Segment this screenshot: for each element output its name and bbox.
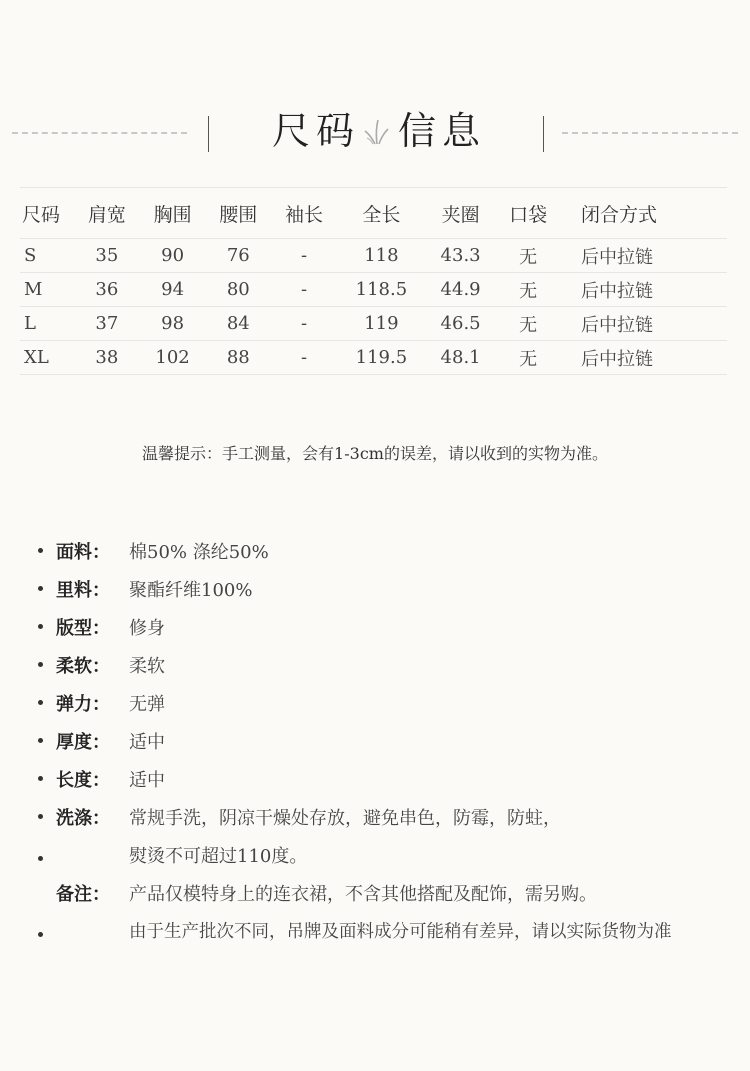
info-value: 适中 <box>129 770 165 791</box>
title-bar-right <box>543 116 544 152</box>
info-key: 面料： <box>56 542 110 563</box>
header-bust: 胸围 <box>140 188 206 239</box>
title-bar-left <box>208 116 209 152</box>
bullet-icon <box>38 738 43 743</box>
table-row <box>20 341 727 375</box>
table-cell: 102 <box>140 341 206 375</box>
info-item-washing <box>0 798 750 834</box>
info-item-length <box>0 760 750 796</box>
table-cell: 80 <box>205 273 271 307</box>
table-cell: 46.5 <box>426 307 495 341</box>
info-key: 长度： <box>56 770 110 791</box>
info-item-elasticity <box>0 684 750 720</box>
table-cell: XL <box>20 341 74 375</box>
info-value: 修身 <box>129 618 165 639</box>
bullet-icon <box>38 662 43 667</box>
table-cell: 后中拉链 <box>561 307 727 341</box>
info-value: 由于生产批次不同，吊牌及面料成分可能稍有差异，请以实际货物为准 <box>129 922 672 942</box>
info-item-thickness <box>0 722 750 758</box>
info-value: 柔软 <box>129 656 165 677</box>
table-cell: 无 <box>495 273 561 307</box>
table-row <box>20 307 727 341</box>
table-header-row <box>20 188 727 239</box>
bullet-icon <box>38 700 43 705</box>
bullet-icon <box>38 814 43 819</box>
table-cell: 后中拉链 <box>561 273 727 307</box>
title-part-2: 信息 <box>398 109 487 153</box>
header-shoulder: 肩宽 <box>74 188 140 239</box>
table-cell: 84 <box>205 307 271 341</box>
table-cell: 76 <box>205 239 271 273</box>
table-cell: 36 <box>74 273 140 307</box>
table-cell: 98 <box>140 307 206 341</box>
table-cell: 90 <box>140 239 206 273</box>
info-key: 里料： <box>56 580 110 601</box>
info-key: 柔软： <box>56 656 110 677</box>
table-cell: 43.3 <box>426 239 495 273</box>
leaf-icon <box>364 118 390 146</box>
measurement-tip: 温馨提示：手工测量，会有1-3cm的误差，请以收到的实物为准。 <box>142 444 608 463</box>
table-cell: 无 <box>495 307 561 341</box>
table-cell: S <box>20 239 74 273</box>
table-cell: 119 <box>337 307 426 341</box>
table-cell: 44.9 <box>426 273 495 307</box>
header-closure: 闭合方式 <box>561 188 727 239</box>
header-length: 全长 <box>337 188 426 239</box>
table-cell: 118.5 <box>337 273 426 307</box>
info-value: 适中 <box>129 732 165 753</box>
info-key: 洗涤： <box>56 808 110 829</box>
table-cell: 118 <box>337 239 426 273</box>
table-cell: 后中拉链 <box>561 341 727 375</box>
size-table <box>20 187 727 375</box>
info-item-fabric <box>0 532 750 568</box>
info-key: 弹力： <box>56 694 110 715</box>
table-cell: L <box>20 307 74 341</box>
table-cell: 48.1 <box>426 341 495 375</box>
dashed-divider-left <box>12 132 187 134</box>
header-waist: 腰围 <box>205 188 271 239</box>
info-key: 厚度： <box>56 732 110 753</box>
table-cell: 119.5 <box>337 341 426 375</box>
header-sleeve: 袖长 <box>271 188 337 239</box>
info-value: 常规手洗，阴凉干燥处存放，避免串色，防霉，防蛀， <box>129 808 561 829</box>
info-item-softness <box>0 646 750 682</box>
header-size: 尺码 <box>20 188 74 239</box>
info-value: 聚酯纤维100% <box>129 580 253 601</box>
info-item-notes-cont <box>0 912 750 948</box>
bullet-icon <box>38 932 43 937</box>
info-key: 版型： <box>56 618 110 639</box>
table-row <box>20 273 727 307</box>
info-item-notes <box>0 874 750 910</box>
bullet-icon <box>38 548 43 553</box>
table-cell: 无 <box>495 341 561 375</box>
title-part-1: 尺码 <box>272 109 361 153</box>
info-key: 备注： <box>56 884 110 905</box>
info-value: 熨烫不可超过110度。 <box>129 846 308 867</box>
bullet-icon <box>38 856 43 861</box>
info-value: 无弹 <box>129 694 165 715</box>
info-item-fit <box>0 608 750 644</box>
table-cell: - <box>271 273 337 307</box>
table-cell: 无 <box>495 239 561 273</box>
section-title <box>0 100 750 166</box>
table-cell: - <box>271 239 337 273</box>
info-item-lining <box>0 570 750 606</box>
table-cell: - <box>271 307 337 341</box>
bullet-icon <box>38 776 43 781</box>
table-cell: 35 <box>74 239 140 273</box>
bullet-icon <box>38 586 43 591</box>
bullet-icon <box>38 624 43 629</box>
info-item-washing-cont <box>0 836 750 872</box>
info-value: 产品仅模特身上的连衣裙，不含其他搭配及配饰，需另购。 <box>129 884 597 905</box>
info-value: 棉50% 涤纶50% <box>129 542 269 563</box>
table-cell: M <box>20 273 74 307</box>
dashed-divider-right <box>562 132 738 134</box>
table-cell: 38 <box>74 341 140 375</box>
table-cell: 88 <box>205 341 271 375</box>
table-cell: 37 <box>74 307 140 341</box>
table-cell: 94 <box>140 273 206 307</box>
header-pocket: 口袋 <box>495 188 561 239</box>
header-armhole: 夹圈 <box>426 188 495 239</box>
table-cell: 后中拉链 <box>561 239 727 273</box>
table-cell: - <box>271 341 337 375</box>
table-row <box>20 239 727 273</box>
